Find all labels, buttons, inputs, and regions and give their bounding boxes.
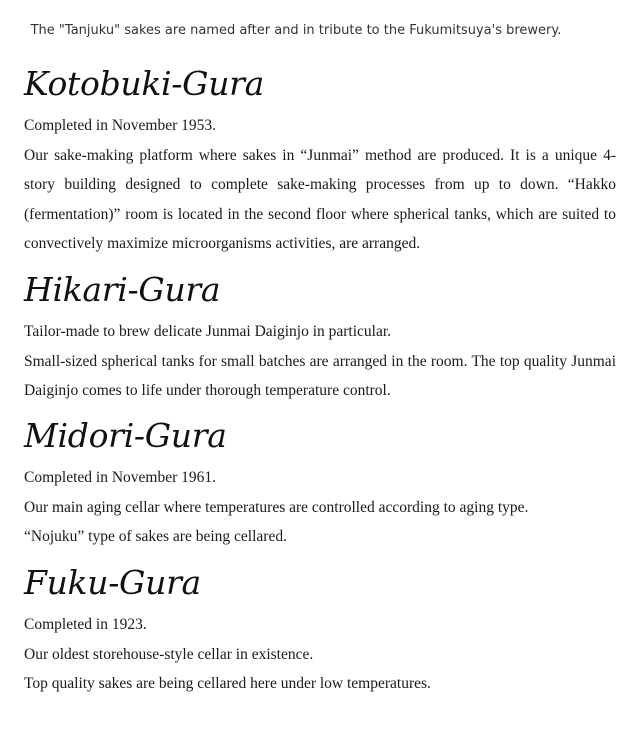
section-paragraph: “Nojuku” type of sakes are being cellared. — [24, 528, 287, 545]
section-fuku-gura — [24, 563, 616, 699]
section-kotobuki-gura — [24, 64, 616, 259]
section-paragraph: Our oldest storehouse-style cellar in existence. — [24, 645, 314, 663]
section-paragraph: Small-sized spherical tanks for small batches are arranged in the room. The top quality Junmai Daiginjo comes to life under thorough temperature control. — [24, 352, 616, 399]
section-title: Kotobuki-Gura — [24, 64, 265, 103]
section-title: Midori-Gura — [24, 416, 227, 455]
section-paragraph: Completed in November 1953. — [24, 117, 216, 134]
section-paragraph: Completed in 1923. — [24, 616, 147, 633]
section-midori-gura — [24, 416, 616, 552]
section-paragraph: Completed in November 1961. — [24, 469, 216, 486]
intro-text: The "Tanjuku" sakes are named after and in tribute to the Fukumitsuya's brewery. — [30, 23, 562, 38]
section-paragraph: Our sake-making platform where sakes in “Junmai” method are produced. It is a unique 4-story building designed to complete sake-making processes from up to down. “Hakko (fermentation)” room is located in the second floor where spherical tanks, which are suited to convectively maximize microorganisms activities, are arranged. — [24, 146, 616, 252]
section-hikari-gura — [24, 270, 616, 406]
section-paragraph: Our main aging cellar where temperatures are controlled according to aging type. — [24, 498, 529, 516]
section-title: Hikari-Gura — [24, 270, 221, 309]
section-title: Fuku-Gura — [24, 563, 201, 602]
section-paragraph: Top quality sakes are being cellared here under low temperatures. — [24, 675, 431, 692]
section-paragraph: Tailor-made to brew delicate Junmai Daiginjo in particular. — [24, 323, 392, 340]
